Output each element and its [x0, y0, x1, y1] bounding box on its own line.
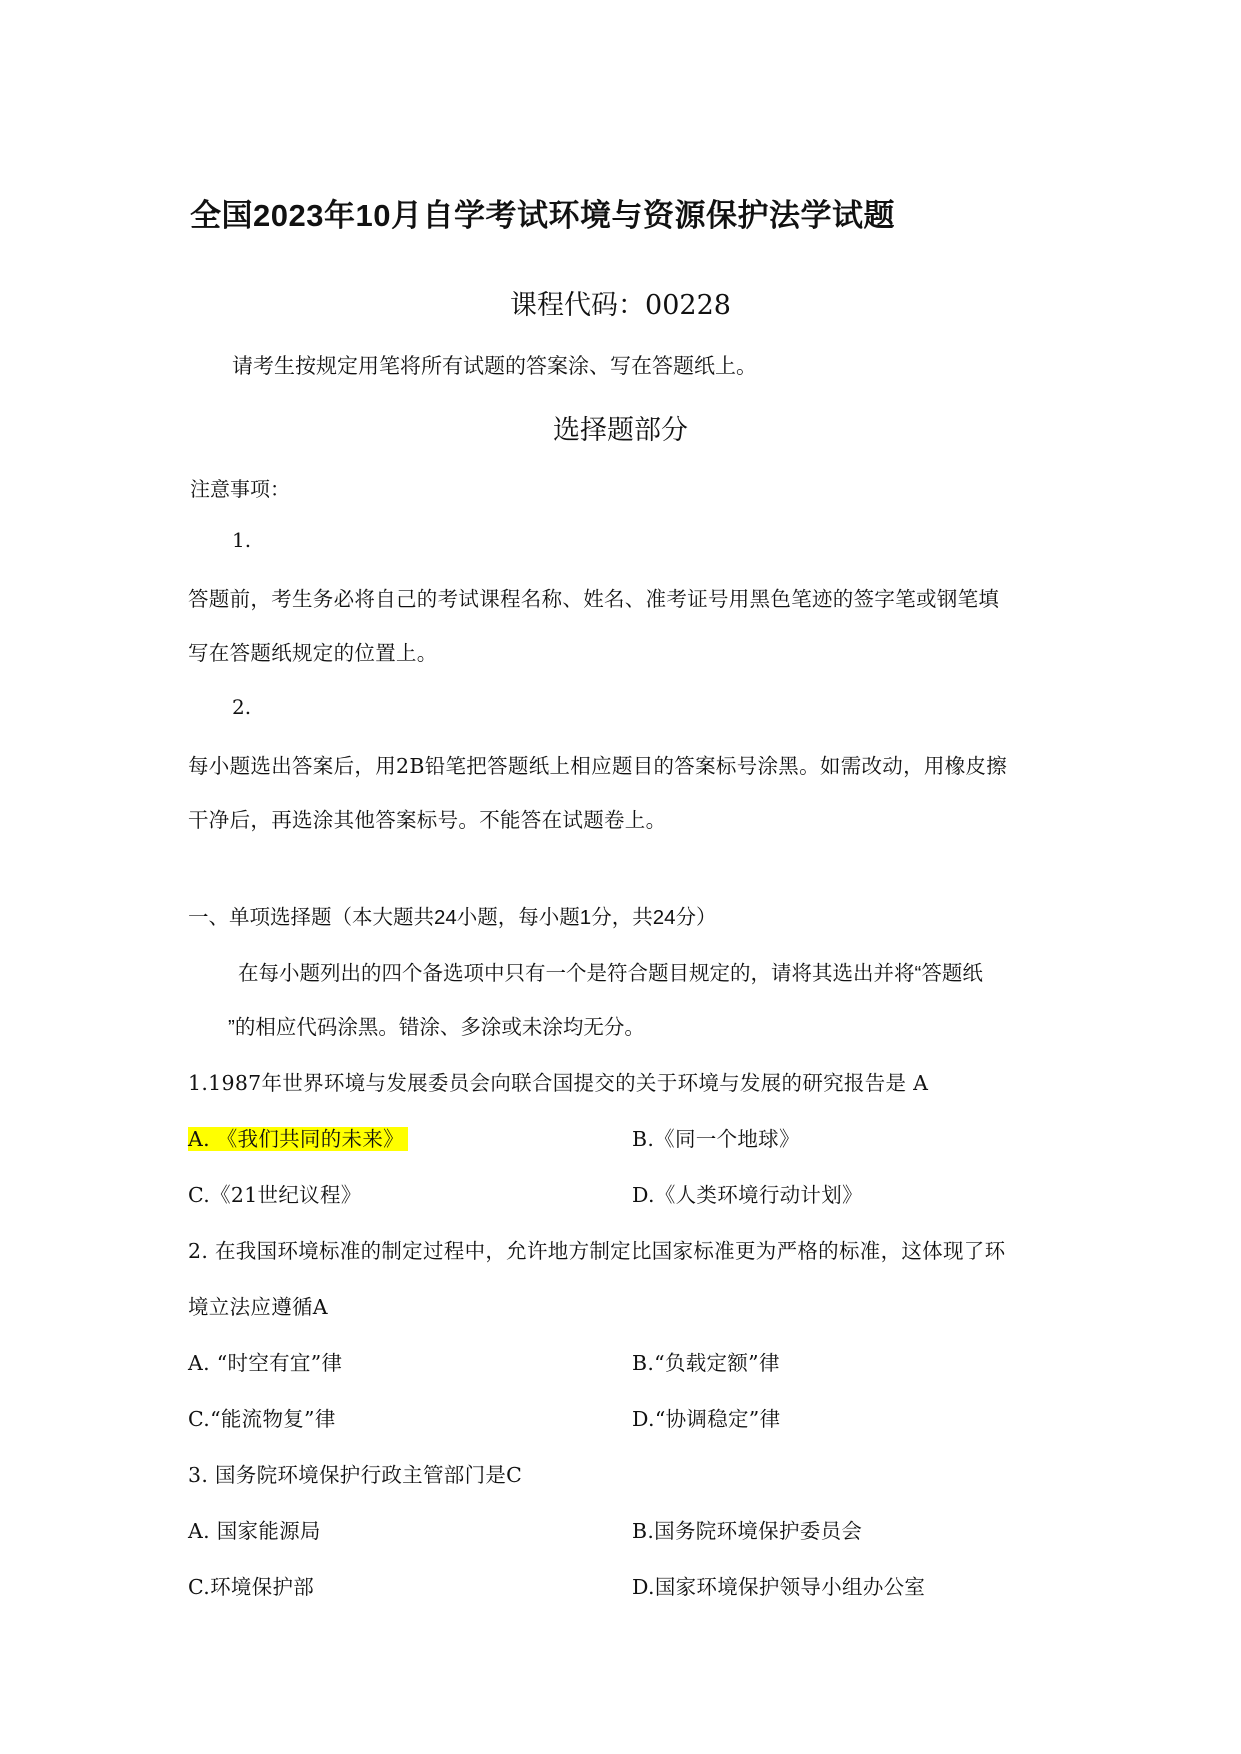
part-description-line: 在每小题列出的四个备选项中只有一个是符合题目规定的，请将其选出并将“答题纸 — [238, 962, 983, 985]
note-number: 1. — [232, 528, 252, 552]
note-text-line: 每小题选出答案后，用2B铅笔把答题纸上相应题目的答案标号涂黑。如需改动，用橡皮擦 — [188, 754, 1008, 778]
option-a: A. “时空有宜”律 — [188, 1351, 343, 1375]
option-d: D.国家环境保护领导小组办公室 — [632, 1575, 926, 1599]
option-c: C.环境保护部 — [188, 1575, 315, 1599]
notes-label: 注意事项： — [190, 479, 290, 501]
option-c: C.“能流物复”律 — [188, 1407, 336, 1431]
note-text-line: 答题前，考生务必将自己的考试课程名称、姓名、准考证号用黑色笔迹的签字笔或钢笔填 — [188, 587, 1000, 611]
section-title: 选择题部分 — [553, 415, 688, 445]
part-heading: 一、单项选择题（本大题共24小题，每小题1分，共24分） — [188, 906, 717, 929]
exam-title: 全国2023年10月自学考试环境与资源保护法学试题 — [190, 198, 895, 233]
question-text-line: 境立法应遵循A — [188, 1295, 328, 1319]
option-d: D.《人类环境行动计划》 — [632, 1183, 863, 1207]
option-b: B.“负载定额”律 — [632, 1351, 780, 1375]
question-text: 1.1987年世界环境与发展委员会向联合国提交的关于环境与发展的研究报告是 A — [188, 1071, 929, 1095]
course-code: 课程代码：00228 — [510, 290, 731, 321]
option-c: C.《21世纪议程》 — [188, 1183, 362, 1207]
note-text-line: 干净后，再选涂其他答案标号。不能答在试题卷上。 — [188, 808, 667, 832]
highlighted-answer: A. 《我们共同的未来》 — [188, 1127, 408, 1151]
option-a — [188, 1122, 408, 1152]
exam-instruction: 请考生按规定用笔将所有试题的答案涂、写在答题纸上。 — [232, 355, 757, 378]
note-text-line: 写在答题纸规定的位置上。 — [188, 641, 438, 665]
question-text: 2. 在我国环境标准的制定过程中，允许地方制定比国家标准更为严格的标准，这体现了环 — [188, 1239, 1006, 1263]
option-b: B.《同一个地球》 — [632, 1127, 800, 1151]
option-a: A. 国家能源局 — [188, 1519, 321, 1543]
option-d: D.“协调稳定”律 — [632, 1407, 781, 1431]
note-number: 2. — [232, 695, 252, 719]
part-description-line: ”的相应代码涂黑。错涂、多涂或未涂均无分。 — [228, 1016, 645, 1039]
question-text: 3. 国务院环境保护行政主管部门是C — [188, 1463, 523, 1487]
option-b: B.国务院环境保护委员会 — [632, 1519, 863, 1543]
